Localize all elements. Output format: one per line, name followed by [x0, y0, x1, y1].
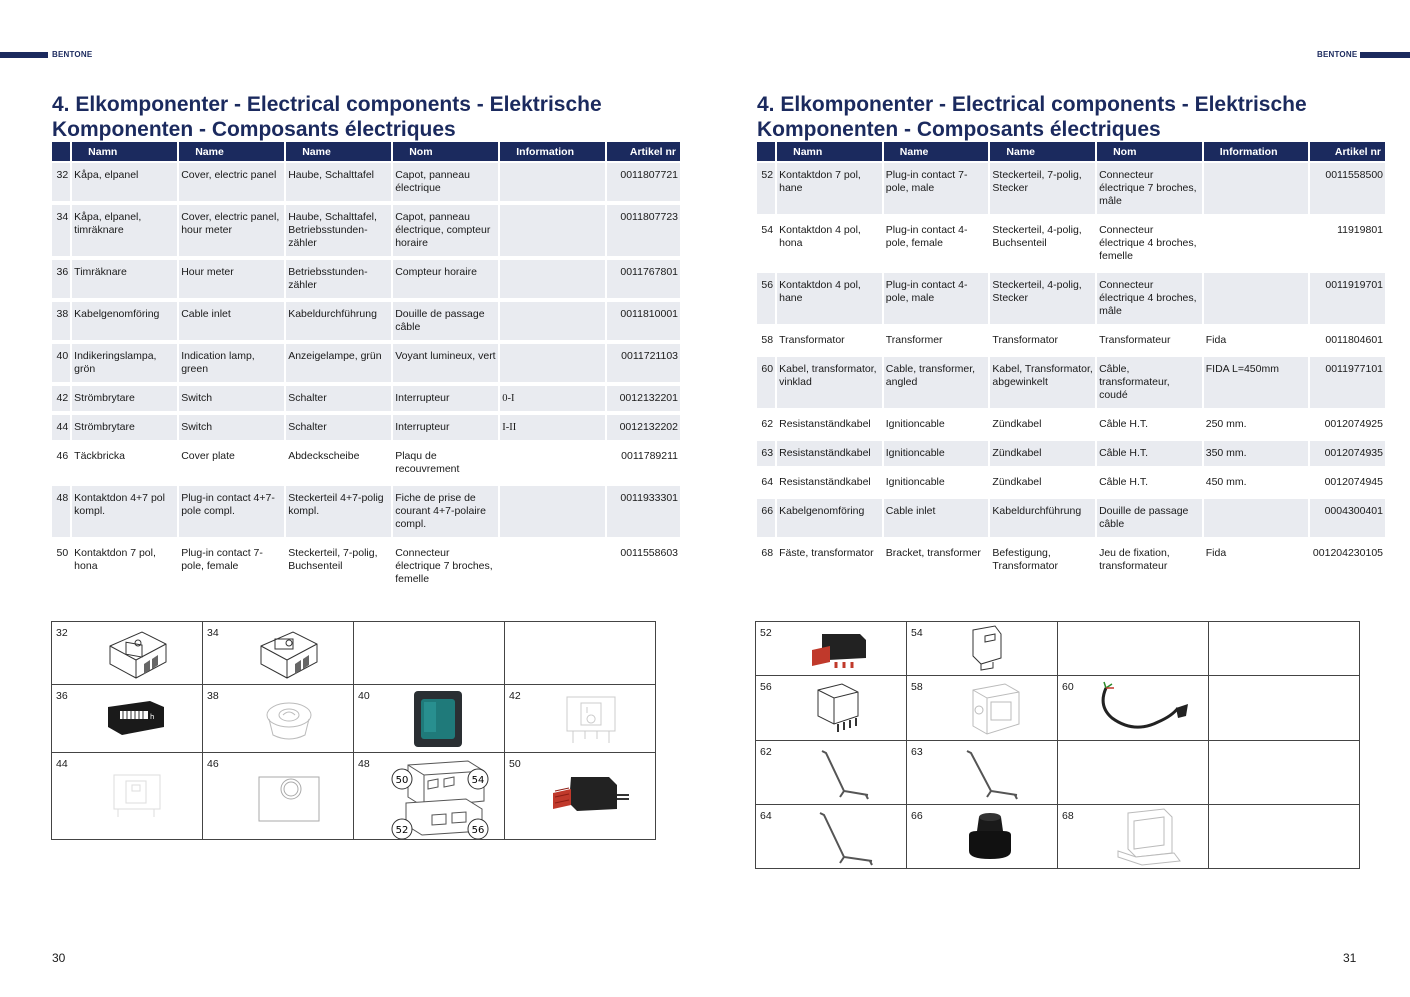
right-page: [705, 0, 1410, 997]
cell-number: 34: [207, 627, 219, 639]
pos-number: 60: [757, 355, 775, 410]
name-fr: Connecteur électrique 4 broches, mâle: [1097, 271, 1202, 326]
grid-cell: [907, 805, 1058, 869]
grid-cell: [1058, 622, 1209, 676]
article-number: 0011807723: [607, 203, 680, 258]
table-row: [757, 326, 1385, 355]
article-number: 0012074945: [1310, 468, 1385, 497]
name-de: Betriebsstunden-zähler: [286, 258, 391, 300]
ignition-cable-450-icon: [814, 807, 880, 869]
pos-number: 40: [52, 342, 70, 384]
table-row: [757, 539, 1385, 581]
info: [1204, 161, 1309, 216]
cell-number: 68: [1062, 810, 1074, 822]
parts-image-grid: [755, 621, 1360, 869]
pos-number: 64: [757, 468, 775, 497]
grid-cell: [756, 741, 907, 805]
name-en: Ignitioncable: [884, 439, 989, 468]
name-en: Cable inlet: [179, 300, 284, 342]
name-de: Steckerteil, 4-polig, Stecker: [990, 271, 1095, 326]
article-number: 0011933301: [607, 484, 680, 539]
name-sv: Strömbrytare: [72, 413, 177, 442]
header-information: Information: [500, 142, 605, 161]
transformer-bracket-icon: [1114, 807, 1184, 867]
table-header-row: [52, 142, 680, 161]
pos-number: 34: [52, 203, 70, 258]
table-row: [757, 497, 1385, 539]
article-number: 0011807721: [607, 161, 680, 203]
name-de: Steckerteil, 7-polig, Stecker: [990, 161, 1095, 216]
grid-cell: [1209, 676, 1360, 741]
name-en: Cover plate: [179, 442, 284, 484]
brand-bar: [0, 52, 48, 58]
name-fr: Connecteur électrique 7 broches, mâle: [1097, 161, 1202, 216]
table-row: [52, 384, 680, 413]
name-en: Cover, electric panel, hour meter: [179, 203, 284, 258]
name-en: Plug-in contact 4-pole, female: [884, 216, 989, 271]
grid-cell: [505, 685, 656, 753]
name-fr: Câble H.T.: [1097, 468, 1202, 497]
article-number: 0011919701: [1310, 271, 1385, 326]
pos-number: 52: [757, 161, 775, 216]
name-en: Switch: [179, 413, 284, 442]
header-name-en: Name: [179, 142, 284, 161]
info: [500, 539, 605, 594]
pos-number: 32: [52, 161, 70, 203]
article-number: 001204230105: [1310, 539, 1385, 581]
pos-number: 66: [757, 497, 775, 539]
table-header-row: [757, 142, 1385, 161]
article-number: 0012132202: [607, 413, 680, 442]
name-de: Schalter: [286, 384, 391, 413]
pos-number: 62: [757, 410, 775, 439]
info: Fida: [1204, 326, 1309, 355]
name-fr: Plaqu de recouvrement: [393, 442, 498, 484]
article-number: 0012132201: [607, 384, 680, 413]
info: Fida: [1204, 539, 1309, 581]
callout-56: 56: [471, 825, 485, 836]
ignition-cable-350-icon: [961, 745, 1025, 803]
cell-number: 63: [911, 746, 923, 758]
table-row: [52, 258, 680, 300]
cell-number: 36: [56, 690, 68, 702]
name-sv: Transformator: [777, 326, 882, 355]
name-sv: Resistanständkabel: [777, 439, 882, 468]
indication-lamp-green-icon: [410, 687, 466, 751]
table-row: [757, 410, 1385, 439]
grid-cell: [756, 805, 907, 869]
name-sv: Kåpa, elpanel: [72, 161, 177, 203]
parts-table: [50, 142, 682, 594]
info: [500, 342, 605, 384]
table-row: [52, 539, 680, 594]
pos-number: 56: [757, 271, 775, 326]
table-row: [52, 203, 680, 258]
callout-50: 50: [395, 775, 409, 786]
electric-panel-cover-icon: [102, 624, 172, 682]
grid-cell: [505, 753, 656, 840]
pos-number: 48: [52, 484, 70, 539]
name-fr: Connecteur électrique 4 broches, femelle: [1097, 216, 1202, 271]
name-fr: Voyant lumineux, vert: [393, 342, 498, 384]
plug-in-contact-4-pole-female-icon: [967, 624, 1007, 674]
header-nom: Nom: [393, 142, 498, 161]
name-fr: Câble H.T.: [1097, 410, 1202, 439]
name-sv: Täckbricka: [72, 442, 177, 484]
info: I-II: [500, 413, 605, 442]
header-pos: [52, 142, 70, 161]
transformer-cable-angled-icon: [1094, 678, 1194, 738]
name-en: Plug-in contact 7-pole, male: [884, 161, 989, 216]
grid-cell: [1058, 805, 1209, 869]
grid-cell: [354, 753, 505, 840]
article-number: 0011721103: [607, 342, 680, 384]
name-en: Cable, transformer, angled: [884, 355, 989, 410]
cell-number: 54: [911, 627, 923, 639]
name-fr: Transformateur: [1097, 326, 1202, 355]
name-sv: Kontaktdon 4+7 pol kompl.: [72, 484, 177, 539]
name-sv: Kabelgenomföring: [777, 497, 882, 539]
table-row: [757, 439, 1385, 468]
page-title: 4. Elkomponenter - Electrical components - Elektrische Komponenten - Composants électriques: [52, 93, 602, 141]
table-row: [52, 484, 680, 539]
header-pos: [757, 142, 775, 161]
cell-number: 40: [358, 690, 370, 702]
cell-number: 46: [207, 758, 219, 770]
name-sv: Resistanständkabel: [777, 468, 882, 497]
grid-cell: [505, 622, 656, 685]
name-en: Ignitioncable: [884, 410, 989, 439]
article-number: 0012074935: [1310, 439, 1385, 468]
article-number: 0004300401: [1310, 497, 1385, 539]
table-row: [52, 342, 680, 384]
name-sv: Strömbrytare: [72, 384, 177, 413]
grid-cell: [756, 676, 907, 741]
callout-54: 54: [471, 775, 485, 786]
info: [500, 300, 605, 342]
cell-number: 64: [760, 810, 772, 822]
article-number: 0012074925: [1310, 410, 1385, 439]
grid-cell: [52, 685, 203, 753]
pos-number: 42: [52, 384, 70, 413]
callout-52: 52: [395, 825, 409, 836]
parts-table: [755, 142, 1387, 581]
pos-number: 54: [757, 216, 775, 271]
name-fr: Câble H.T.: [1097, 439, 1202, 468]
table-row: [52, 161, 680, 203]
grid-cell: [756, 622, 907, 676]
name-en: Plug-in contact 4+7-pole compl.: [179, 484, 284, 539]
name-fr: Câble, transformateur, coudé: [1097, 355, 1202, 410]
name-fr: Douille de passage câble: [1097, 497, 1202, 539]
cell-number: 50: [509, 758, 521, 770]
brand-bar: [1360, 52, 1410, 58]
grid-cell: [1058, 741, 1209, 805]
name-de: Zündkabel: [990, 439, 1095, 468]
info: [500, 258, 605, 300]
article-number: 0011810001: [607, 300, 680, 342]
grid-cell: [907, 622, 1058, 676]
name-de: Steckerteil 4+7-polig kompl.: [286, 484, 391, 539]
table-row: [52, 413, 680, 442]
name-sv: Fäste, transformator: [777, 539, 882, 581]
grid-cell: [1209, 741, 1360, 805]
page-number: 30: [52, 951, 66, 965]
table-row: [757, 468, 1385, 497]
page-number: 31: [1343, 951, 1357, 965]
name-sv: Resistanständkabel: [777, 410, 882, 439]
name-en: Transformer: [884, 326, 989, 355]
info: 350 mm.: [1204, 439, 1309, 468]
brand-label: BENTONE: [1317, 50, 1358, 59]
name-fr: Fiche de prise de courant 4+7-polaire compl.: [393, 484, 498, 539]
name-sv: Kontaktdon 7 pol, hona: [72, 539, 177, 594]
name-en: Bracket, transformer: [884, 539, 989, 581]
grid-cell: [354, 622, 505, 685]
name-de: Steckerteil, 4-polig, Buchsenteil: [990, 216, 1095, 271]
grid-cell: [203, 622, 354, 685]
name-sv: Kabelgenomföring: [72, 300, 177, 342]
pos-number: 38: [52, 300, 70, 342]
ignition-cable-250-icon: [816, 745, 876, 803]
table-row: [52, 442, 680, 484]
switch-0-i-icon: [561, 691, 621, 749]
name-sv: Kåpa, elpanel, timräknare: [72, 203, 177, 258]
header-nom: Nom: [1097, 142, 1202, 161]
name-de: Befestigung, Transformator: [990, 539, 1095, 581]
header-namn: Namn: [777, 142, 882, 161]
switch-i-ii-icon: [110, 765, 166, 821]
cell-number: 58: [911, 681, 923, 693]
cover-plate-icon: [253, 771, 325, 827]
grid-cell: [907, 741, 1058, 805]
hour-meter-icon: [102, 693, 172, 743]
name-de: Haube, Schalttafel, Betriebsstunden-zähler: [286, 203, 391, 258]
name-de: Kabel, Transformator, abgewinkelt: [990, 355, 1095, 410]
name-en: Switch: [179, 384, 284, 413]
header-name-de: Name: [990, 142, 1095, 161]
cable-inlet-icon: [259, 693, 319, 749]
table-row: [757, 216, 1385, 271]
name-en: Hour meter: [179, 258, 284, 300]
pos-number: 58: [757, 326, 775, 355]
name-sv: Kontaktdon 7 pol, hane: [777, 161, 882, 216]
cell-number: 42: [509, 690, 521, 702]
name-sv: Kabel, transformator, vinklad: [777, 355, 882, 410]
name-en: Plug-in contact 7-pole, female: [179, 539, 284, 594]
name-en: Indication lamp, green: [179, 342, 284, 384]
header-name-de: Name: [286, 142, 391, 161]
grid-cell: [1209, 622, 1360, 676]
name-sv: Indikeringslampa, grön: [72, 342, 177, 384]
cell-number: 38: [207, 690, 219, 702]
name-sv: Timräknare: [72, 258, 177, 300]
name-sv: Kontaktdon 4 pol, hona: [777, 216, 882, 271]
name-fr: Compteur horaire: [393, 258, 498, 300]
table-row: [757, 355, 1385, 410]
table-row: [757, 271, 1385, 326]
pos-number: 44: [52, 413, 70, 442]
grid-cell: [907, 676, 1058, 741]
cell-number: 66: [911, 810, 923, 822]
info: [500, 203, 605, 258]
name-fr: Jeu de fixation, transformateur: [1097, 539, 1202, 581]
cell-number: 44: [56, 758, 68, 770]
pos-number: 50: [52, 539, 70, 594]
plug-in-contact-7-pole-female-icon: [547, 771, 631, 821]
header-artikel-nr: Artikel nr: [1310, 142, 1385, 161]
name-en: Plug-in contact 4-pole, male: [884, 271, 989, 326]
cell-number: 56: [760, 681, 772, 693]
header-information: Information: [1204, 142, 1309, 161]
cell-number: 62: [760, 746, 772, 758]
pos-number: 63: [757, 439, 775, 468]
info: [1204, 497, 1309, 539]
table-row: [757, 161, 1385, 216]
pos-number: 36: [52, 258, 70, 300]
name-de: Anzeigelampe, grün: [286, 342, 391, 384]
article-number: 0011804601: [1310, 326, 1385, 355]
name-fr: Douille de passage câble: [393, 300, 498, 342]
parts-image-grid: [51, 621, 656, 840]
plug-in-contact-4-pole-male-icon: [812, 680, 866, 738]
info: [1204, 271, 1309, 326]
svg-text:h: h: [150, 713, 155, 721]
article-number: 0011558603: [607, 539, 680, 594]
name-de: Abdeckscheibe: [286, 442, 391, 484]
header-namn: Namn: [72, 142, 177, 161]
grid-cell: [354, 685, 505, 753]
name-de: Schalter: [286, 413, 391, 442]
cell-number: 48: [358, 758, 370, 770]
cell-number: 60: [1062, 681, 1074, 693]
info: 250 mm.: [1204, 410, 1309, 439]
info: [500, 442, 605, 484]
article-number: 0011977101: [1310, 355, 1385, 410]
cell-number: 52: [760, 627, 772, 639]
info: 0-I: [500, 384, 605, 413]
grid-cell: [203, 685, 354, 753]
name-en: Cable inlet: [884, 497, 989, 539]
brand-label: BENTONE: [52, 50, 93, 59]
info: FIDA L=450mm: [1204, 355, 1309, 410]
name-fr: Connecteur électrique 7 broches, femelle: [393, 539, 498, 594]
name-de: Zündkabel: [990, 468, 1095, 497]
grid-cell: [52, 753, 203, 840]
name-fr: Capot, panneau électrique, compteur horaire: [393, 203, 498, 258]
info: [500, 484, 605, 539]
name-en: Ignitioncable: [884, 468, 989, 497]
article-number: 11919801: [1310, 216, 1385, 271]
header-name-en: Name: [884, 142, 989, 161]
info: [1204, 216, 1309, 271]
name-de: Kabeldurchführung: [286, 300, 391, 342]
name-de: Haube, Schalttafel: [286, 161, 391, 203]
cable-inlet-grommet-icon: [963, 809, 1017, 865]
name-de: Steckerteil, 7-polig, Buchsenteil: [286, 539, 391, 594]
pos-number: 68: [757, 539, 775, 581]
electric-panel-cover-hour-meter-icon: [253, 624, 323, 682]
transformer-icon: [965, 680, 1025, 740]
name-sv: Kontaktdon 4 pol, hane: [777, 271, 882, 326]
grid-cell: [203, 753, 354, 840]
header-artikel-nr: Artikel nr: [607, 142, 680, 161]
info: [500, 161, 605, 203]
name-de: Transformator: [990, 326, 1095, 355]
plug-in-contact-assembly-icon: [388, 755, 498, 839]
grid-cell: [1058, 676, 1209, 741]
article-number: 0011789211: [607, 442, 680, 484]
page-title: 4. Elkomponenter - Electrical components - Elektrische Komponenten - Composants électriques: [757, 93, 1307, 141]
article-number: 0011558500: [1310, 161, 1385, 216]
name-fr: Interrupteur: [393, 384, 498, 413]
article-number: 0011767801: [607, 258, 680, 300]
grid-cell: [1209, 805, 1360, 869]
cell-number: 32: [56, 627, 68, 639]
pos-number: 46: [52, 442, 70, 484]
plug-in-contact-7-pole-male-icon: [808, 626, 874, 672]
name-en: Cover, electric panel: [179, 161, 284, 203]
grid-cell: [52, 622, 203, 685]
name-de: Zündkabel: [990, 410, 1095, 439]
name-fr: Interrupteur: [393, 413, 498, 442]
info: 450 mm.: [1204, 468, 1309, 497]
name-fr: Capot, panneau électrique: [393, 161, 498, 203]
table-row: [52, 300, 680, 342]
name-de: Kabeldurchführung: [990, 497, 1095, 539]
